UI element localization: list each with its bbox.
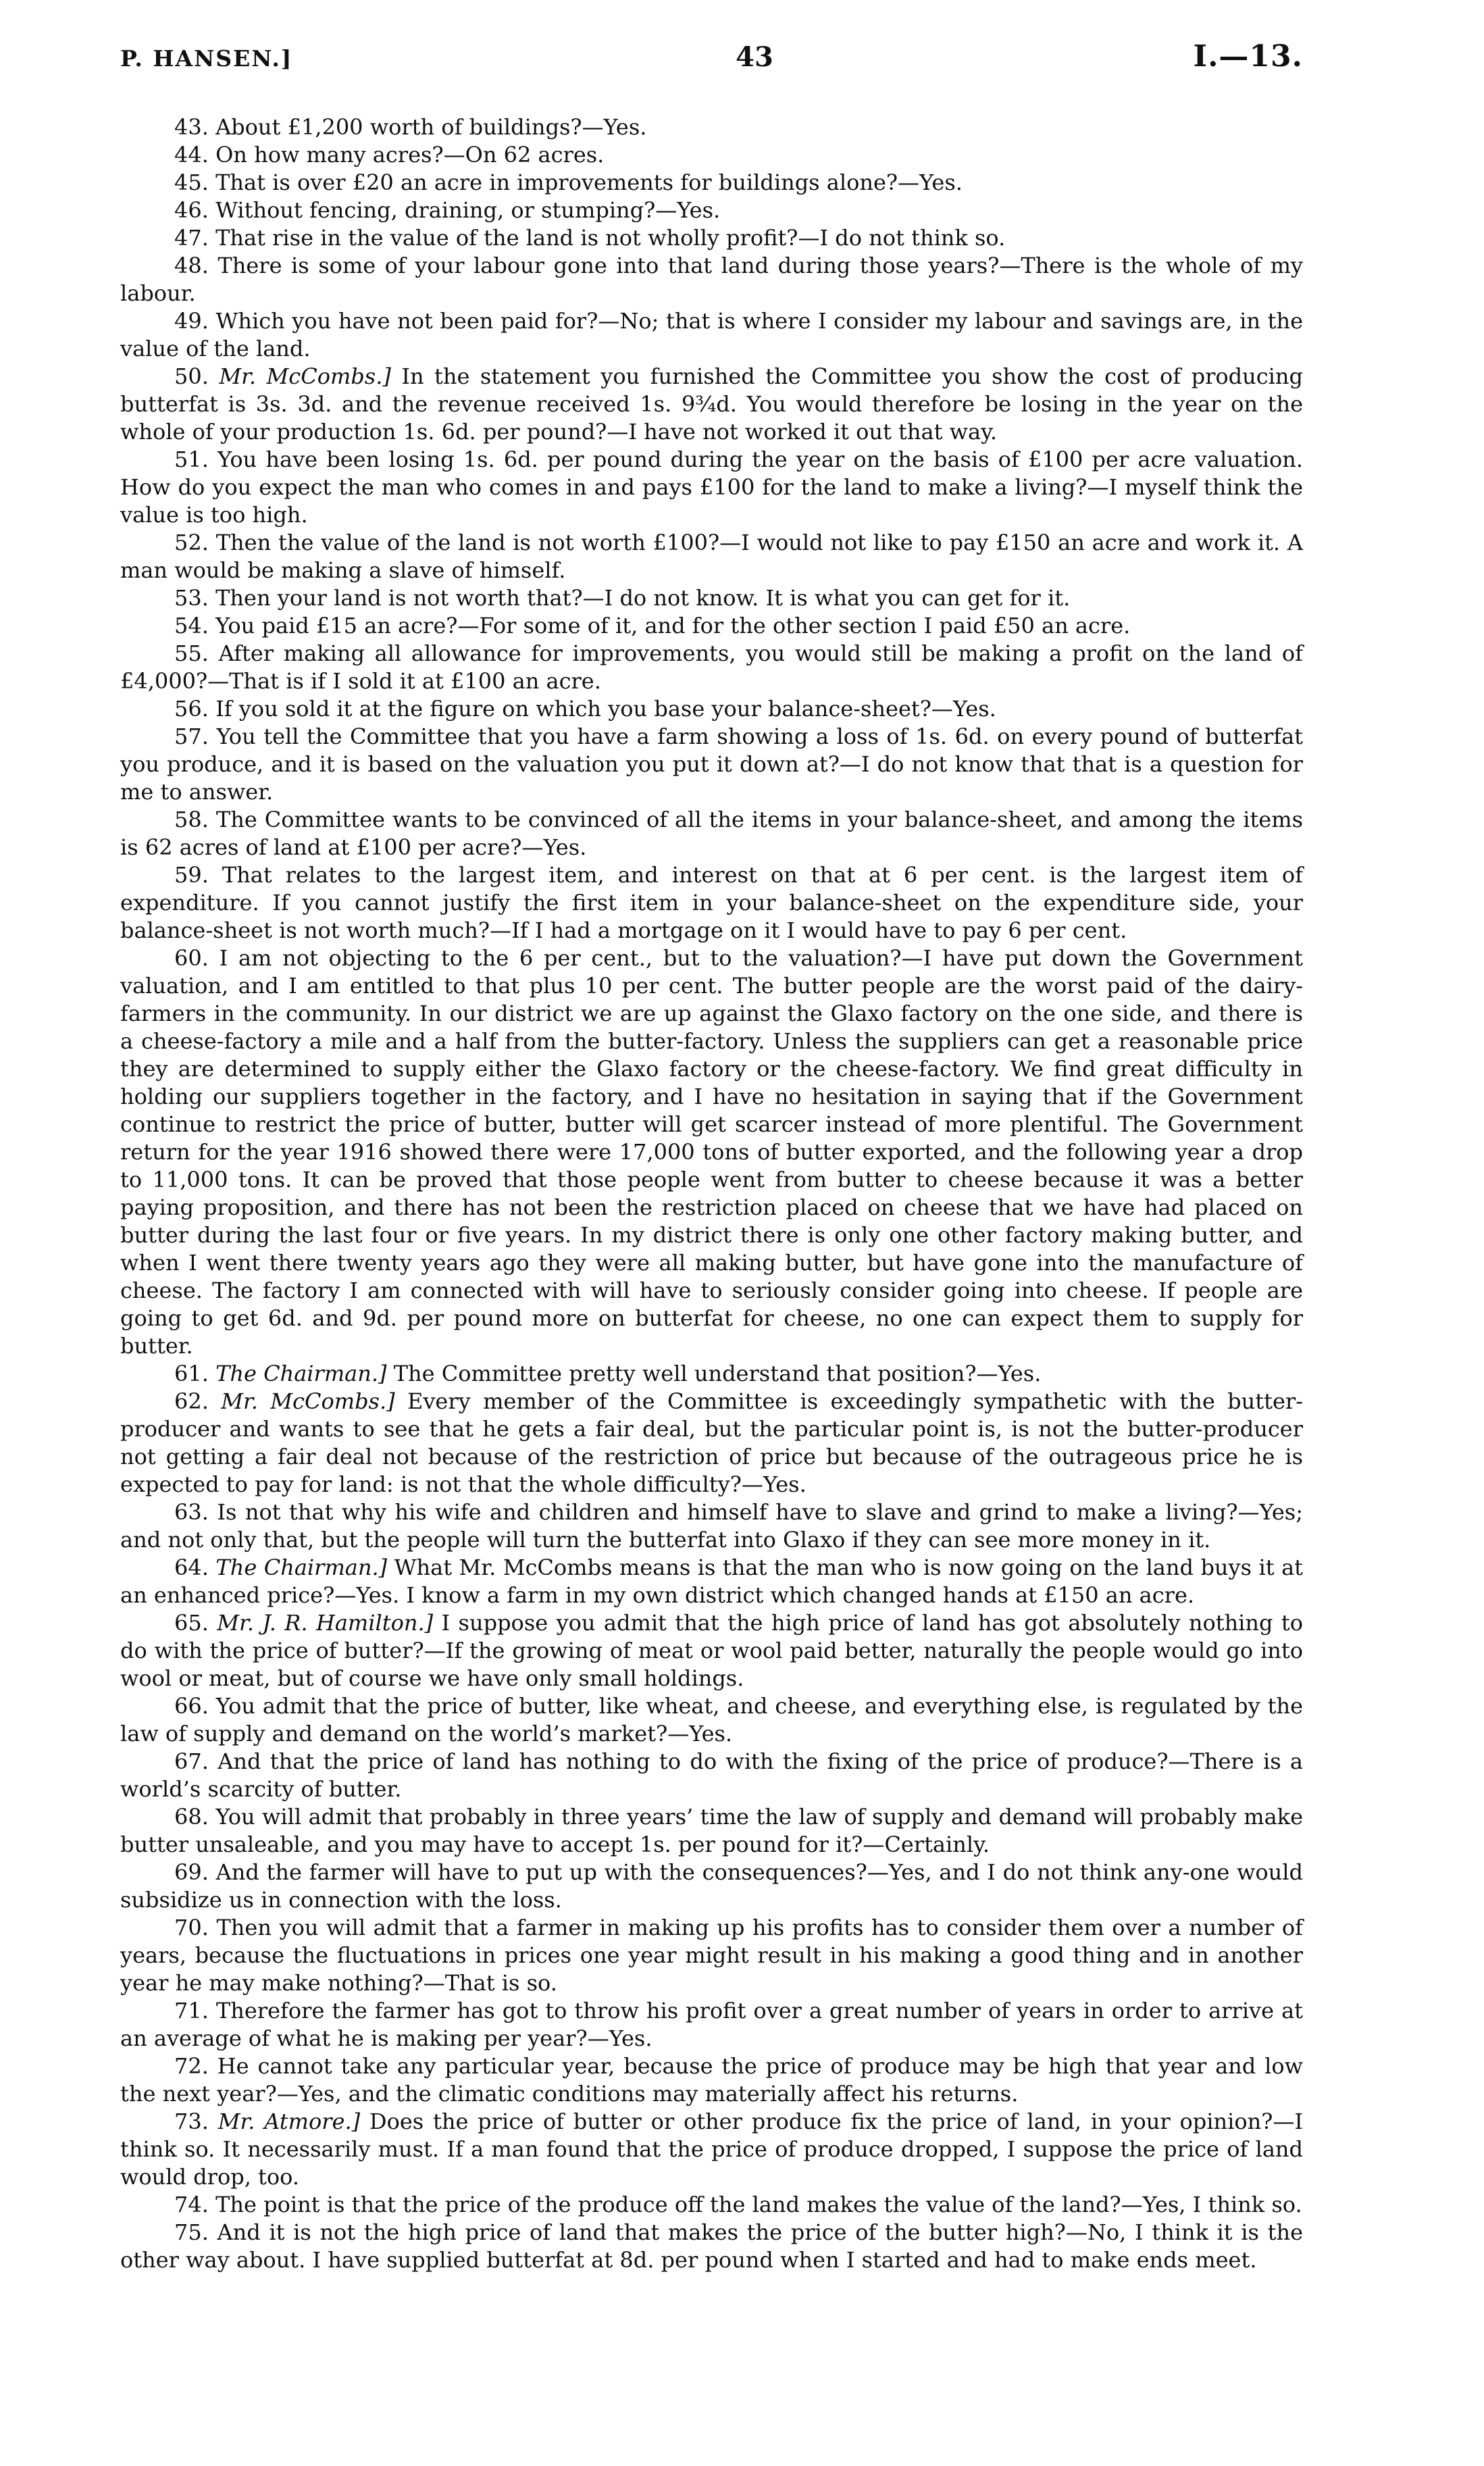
question-answer-text: Is not that why his wife and children and himself have to slave and grind to make a living?—Yes; and not only that, but the people will turn the butterfat into Glaxo if they can see more money in it. bbox=[120, 1499, 1304, 1553]
question-answer-text: Then the value of the land is not worth £100?—I would not like to pay £150 an acre and work it. A man would be making a slave of himself. bbox=[120, 530, 1304, 583]
testimony-paragraph bbox=[120, 114, 1303, 141]
testimony-paragraph bbox=[120, 252, 1303, 307]
testimony-paragraph bbox=[120, 1803, 1303, 1859]
question-number: 58. bbox=[174, 807, 209, 832]
question-answer-text: Then your land is not worth that?—I do not know. It is what you can get for it. bbox=[215, 585, 1071, 611]
testimony-paragraph bbox=[120, 307, 1303, 363]
question-answer-text: The point is that the price of the produce off the land makes the value of the land?—Yes, I think so. bbox=[215, 2192, 1302, 2217]
question-number: 54. bbox=[174, 613, 209, 638]
testimony-paragraph bbox=[120, 224, 1303, 252]
testimony-paragraph bbox=[120, 197, 1303, 224]
witness-name: P. HANSEN.] bbox=[120, 45, 293, 72]
question-answer-text: I suppose you admit that the high price of land has got absolutely nothing to do with the price of butter?—If the growing of meat or wool paid better, naturally the people would go into wool or meat, but of course we have only small holdings. bbox=[120, 1610, 1304, 1691]
question-number: 61. bbox=[174, 1361, 209, 1386]
testimony-paragraph bbox=[120, 723, 1303, 806]
question-number: 74. bbox=[174, 2192, 209, 2217]
question-answer-text: In the statement you furnished the Committee you show the cost of producing butterfat is 3s. 3d. and the revenue received 1s. 9¾d. You would therefore be losing in the year on the whole of your production 1s. 6d. per pound?—I have not worked it out that way. bbox=[120, 363, 1303, 445]
question-answer-text: What Mr. McCombs means is that the man who is now going on the land buys it at an enhanced price?—Yes. I know a farm in my own district which changed hands at £150 an acre. bbox=[120, 1555, 1304, 1608]
question-number: 66. bbox=[174, 1693, 209, 1719]
question-answer-text: About £1,200 worth of buildings?—Yes. bbox=[215, 114, 647, 140]
question-number: 46. bbox=[174, 197, 209, 223]
question-answer-text: You tell the Committee that you have a farm showing a loss of 1s. 6d. on every pound of butterfat you produce, and it is based on the valuation you put it down at?—I do not know that that is a question for me to answer. bbox=[120, 724, 1304, 805]
testimony-paragraph bbox=[120, 2053, 1303, 2108]
testimony-paragraph bbox=[120, 612, 1303, 640]
question-answer-text: Therefore the farmer has got to throw his profit over a great number of years in order to arrive at an average of what he is making per year?—Yes. bbox=[120, 1998, 1304, 2051]
speaker-name: The Chairman.] bbox=[215, 1361, 387, 1386]
testimony-paragraph bbox=[120, 945, 1303, 1360]
speaker-name: The Chairman.] bbox=[215, 1555, 388, 1580]
question-number: 75. bbox=[174, 2219, 209, 2245]
speaker-name: Mr. Atmore.] bbox=[218, 2109, 361, 2134]
page-header bbox=[120, 39, 1303, 114]
question-number: 70. bbox=[174, 1915, 209, 1940]
question-answer-text: After making all allowance for improvements, you would still be making a profit on the land of £4,000?—That is if I sold it at £100 an acre. bbox=[120, 640, 1304, 694]
question-answer-text: The Committee pretty well understand that position?—Yes. bbox=[393, 1361, 1042, 1386]
testimony-paragraph bbox=[120, 695, 1303, 723]
question-number: 65. bbox=[174, 1610, 209, 1636]
question-number: 63. bbox=[174, 1499, 209, 1525]
testimony-paragraph bbox=[120, 1859, 1303, 1914]
testimony-paragraph bbox=[120, 529, 1303, 584]
question-number: 44. bbox=[174, 142, 209, 168]
testimony-paragraph bbox=[120, 584, 1303, 612]
question-number: 51. bbox=[174, 447, 209, 472]
paper-reference: I.—13. bbox=[1193, 39, 1303, 74]
testimony-paragraph bbox=[120, 1997, 1303, 2053]
testimony-paragraph bbox=[120, 1692, 1303, 1748]
testimony-paragraph bbox=[120, 1388, 1303, 1499]
question-number: 69. bbox=[174, 1859, 209, 1885]
testimony-paragraph bbox=[120, 2219, 1303, 2274]
question-answer-text: And it is not the high price of land that makes the price of the butter high?—No, I think it is the other way about. I have supplied butterfat at 8d. per pound when I started and had to make ends meet. bbox=[120, 2219, 1304, 2273]
testimony-paragraph bbox=[120, 1748, 1303, 1803]
question-number: 52. bbox=[174, 530, 209, 555]
question-answer-text: That rise in the value of the land is not wholly profit?—I do not think so. bbox=[215, 225, 1006, 251]
testimony-paragraph bbox=[120, 169, 1303, 197]
question-answer-text: You will admit that probably in three years’ time the law of supply and demand will probably make butter unsaleable, and you may have to accept 1s. per pound for it?—Certainly. bbox=[120, 1804, 1304, 1857]
question-number: 47. bbox=[174, 225, 209, 251]
question-number: 49. bbox=[174, 308, 209, 334]
question-answer-text: And that the price of land has nothing to do with the fixing of the price of produce?—There is a world’s scarcity of butter. bbox=[120, 1748, 1304, 1802]
question-number: 53. bbox=[174, 585, 209, 611]
question-answer-text: You paid £15 an acre?—For some of it, and for the other section I paid £50 an acre. bbox=[215, 613, 1131, 638]
question-answer-text: And the farmer will have to put up with the consequences?—Yes, and I do not think any-one would subsidize us in connection with the loss. bbox=[120, 1859, 1304, 1913]
question-number: 57. bbox=[174, 724, 209, 749]
question-number: 56. bbox=[174, 696, 209, 722]
testimony-paragraph bbox=[120, 640, 1303, 695]
question-number: 59. bbox=[174, 862, 209, 888]
question-answer-text: You have been losing 1s. 6d. per pound during the year on the basis of £100 per acre valuation. How do you expect the man who comes in and pays £100 for the land to make a living?—I myself think the value is too high. bbox=[120, 447, 1303, 528]
question-number: 45. bbox=[174, 170, 209, 195]
question-answer-text: Does the price of butter or other produce fix the price of land, in your opinion?—I think so. It necessarily must. If a man found that the price of produce dropped, I suppose the price of land would drop, too. bbox=[120, 2109, 1304, 2190]
speaker-name: Mr. McCombs.] bbox=[219, 363, 391, 389]
testimony-paragraph bbox=[120, 1609, 1303, 1692]
transcript-body bbox=[120, 114, 1303, 2274]
question-number: 62. bbox=[174, 1388, 209, 1414]
speaker-name: Mr. McCombs.] bbox=[221, 1388, 395, 1414]
question-number: 71. bbox=[174, 1998, 209, 2023]
testimony-paragraph bbox=[120, 446, 1303, 529]
testimony-paragraph bbox=[120, 2191, 1303, 2219]
testimony-paragraph bbox=[120, 1554, 1303, 1609]
testimony-paragraph bbox=[120, 141, 1303, 169]
question-answer-text: Without fencing, draining, or stumping?—Yes. bbox=[215, 197, 721, 223]
question-answer-text: He cannot take any particular year, because the price of produce may be high that year and low the next year?—Yes, and the climatic conditions may materially affect his returns. bbox=[120, 2053, 1304, 2107]
question-number: 50. bbox=[174, 363, 209, 389]
testimony-paragraph bbox=[120, 861, 1303, 945]
question-number: 72. bbox=[174, 2053, 209, 2079]
question-number: 43. bbox=[174, 114, 209, 140]
question-answer-text: That is over £20 an acre in improvements for buildings alone?—Yes. bbox=[215, 170, 963, 195]
question-answer-text: I am not objecting to the 6 per cent., but to the valuation?—I have put down the Government valuation, and I am entitled to that plus 10 per cent. The butter people are the worst paid of the dairy-farmers in the community. In our district we are up against the Glaxo factory on the one side, and there is a cheese-factory a mile and a half from the butter-factory. Unless the suppliers can get a reasonable price they are determined to supply either the Glaxo factory or the cheese-factory. We find great difficulty in holding our suppliers together in the factory, and I have no hesitation in saying that if the Government continue to restrict the price of butter, butter will get scarcer instead of more plentiful. The Government return for the year 1916 showed there were 17,000 tons of butter exported, and the following year a drop to 11,000 tons. It can be proved that those people went from butter to cheese because it was a better paying proposition, and there has not been the restriction placed on cheese that we have had placed on butter during the last four or five years. In my district there is only one other factory making butter, and when I went there twenty years ago they were all making butter, but have gone into the manufacture of cheese. The factory I am connected with will have to seriously consider going into cheese. If people are going to get 6d. and 9d. per pound more on butterfat for cheese, no one can expect them to supply for butter. bbox=[120, 945, 1304, 1359]
question-answer-text: That relates to the largest item, and interest on that at 6 per cent. is the largest item of expenditure. If you cannot justify the first item in your balance-sheet on the expenditure side, your balance-sheet is not worth much?—If I had a mortgage on it I would have to pay 6 per cent. bbox=[120, 862, 1304, 943]
question-answer-text: There is some of your labour gone into that land during those years?—There is the whole of my labour. bbox=[120, 253, 1304, 306]
question-number: 68. bbox=[174, 1804, 209, 1830]
page-number: 43 bbox=[736, 41, 773, 73]
question-number: 67. bbox=[174, 1748, 209, 1774]
testimony-paragraph bbox=[120, 1499, 1303, 1554]
question-answer-text: On how many acres?—On 62 acres. bbox=[215, 142, 605, 168]
question-number: 64. bbox=[174, 1555, 209, 1580]
question-number: 60. bbox=[174, 945, 209, 971]
question-answer-text: Then you will admit that a farmer in making up his profits has to consider them over a number of years, because the fluctuations in prices one year might result in his making a good thing and in another year he may make nothing?—That is so. bbox=[120, 1915, 1304, 1996]
testimony-paragraph bbox=[120, 806, 1303, 861]
testimony-paragraph bbox=[120, 2108, 1303, 2191]
question-answer-text: If you sold it at the figure on which you base your balance-sheet?—Yes. bbox=[215, 696, 996, 722]
question-answer-text: Which you have not been paid for?—No; that is where I consider my labour and savings are, in the value of the land. bbox=[120, 308, 1304, 361]
testimony-paragraph bbox=[120, 1914, 1303, 1997]
speaker-name: Mr. J. R. Hamilton.] bbox=[217, 1610, 434, 1636]
question-answer-text: Every member of the Committee is exceedingly sympathetic with the butter-producer and wants to see that he gets a fair deal, but the particular point is, is not the butter-producer not getting a fair deal not because of the restriction of price but because of the outrageous price he is expected to pay for land: is not that the whole difficulty?—Yes. bbox=[120, 1388, 1304, 1497]
question-number: 55. bbox=[174, 640, 209, 666]
question-number: 73. bbox=[174, 2109, 209, 2134]
testimony-paragraph bbox=[120, 1360, 1303, 1388]
testimony-paragraph bbox=[120, 363, 1303, 446]
question-answer-text: You admit that the price of butter, like wheat, and cheese, and everything else, is regulated by the law of supply and demand on the world’s market?—Yes. bbox=[120, 1693, 1304, 1746]
question-number: 48. bbox=[174, 253, 209, 278]
question-answer-text: The Committee wants to be convinced of all the items in your balance-sheet, and among the items is 62 acres of land at £100 per acre?—Yes. bbox=[120, 807, 1304, 860]
